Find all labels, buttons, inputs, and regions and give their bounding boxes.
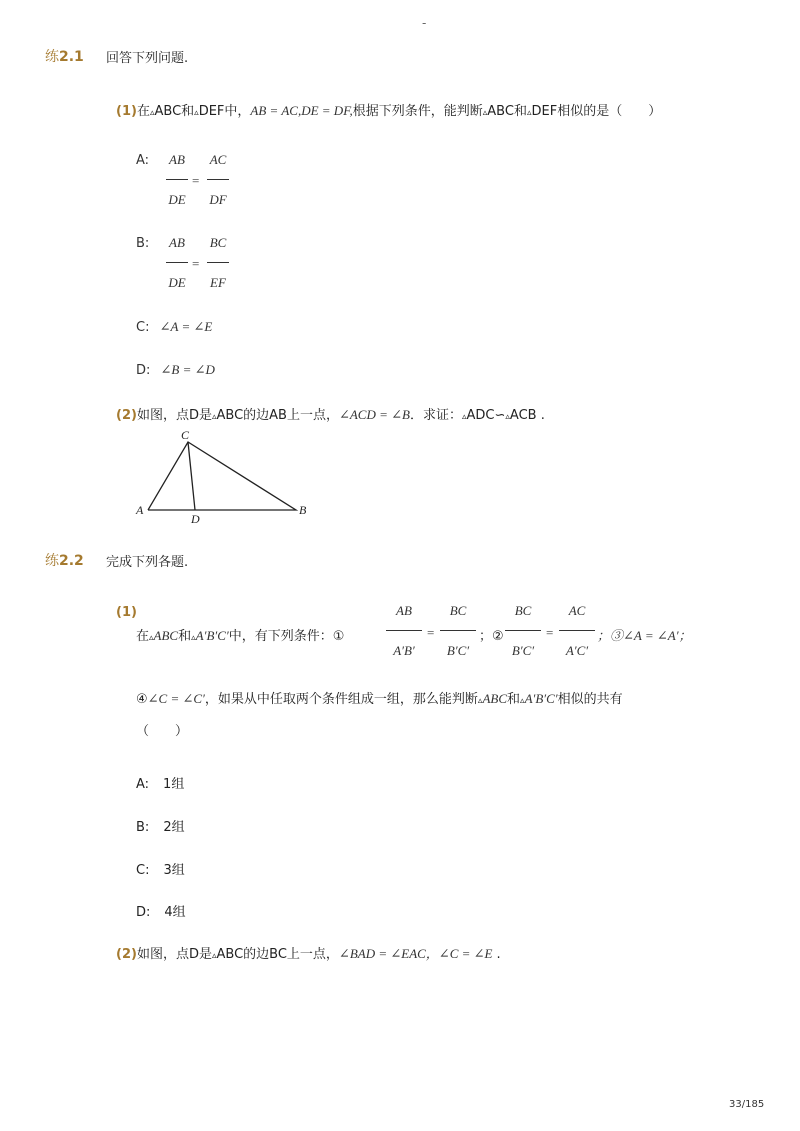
cond-1-fraction-1 [386, 603, 422, 658]
numerator: AB [169, 235, 185, 250]
q-text: 和 [181, 104, 195, 119]
option-letter: B: [136, 820, 150, 835]
q-text: 相似的共有 [557, 692, 623, 707]
triangle-icon: ▵ [149, 633, 154, 643]
option-c[interactable] [136, 859, 185, 878]
q-text: DEF [531, 104, 558, 119]
denominator: A′C′ [565, 643, 589, 658]
option-b-fraction-2 [207, 235, 229, 290]
denominator: DF [209, 192, 227, 207]
vertex-label-c: C [181, 428, 190, 442]
option-text: 3组 [163, 863, 185, 878]
numerator: AB [169, 152, 185, 167]
triangle-icon: ▵ [505, 412, 510, 422]
denominator: A′B′ [393, 643, 415, 658]
q-text: 中，有下列条件：① [228, 629, 345, 644]
fraction-bar [559, 630, 595, 631]
cond-2-fraction-1 [505, 603, 541, 658]
denominator: B′C′ [446, 643, 470, 658]
triangle-icon: ▵ [211, 951, 217, 961]
exercise-number: 2.2 [59, 553, 84, 569]
fraction-bar [505, 630, 541, 631]
option-a[interactable] [136, 773, 184, 792]
q-text: ABC的边AB上一点， [216, 408, 339, 423]
q-text: ④ [136, 692, 148, 707]
option-letter: C: [136, 863, 150, 878]
triangle-outline [148, 442, 296, 510]
option-d-expr: ∠B = ∠D [160, 362, 215, 377]
q-text: 如图，点D是 [136, 947, 212, 962]
option-c[interactable] [136, 319, 212, 335]
option-b-fraction-1 [166, 235, 188, 290]
q-text: ABC的边BC上一点， [216, 947, 339, 962]
vertex-label-d: D [191, 512, 200, 526]
cond-3: ；③∠A = ∠A′； [597, 628, 692, 643]
triangle-figure [128, 424, 318, 528]
vertex-label-b: B [299, 503, 307, 517]
question-2-2-2 [116, 943, 501, 962]
math-abc-prime: A′B′C′ [524, 691, 558, 706]
segment-cd [188, 442, 195, 510]
exercise-label-2-2 [45, 550, 84, 570]
denominator: B′C′ [511, 643, 535, 658]
option-text: 1组 [163, 777, 185, 792]
fraction-bar [207, 179, 229, 180]
q-text: . [496, 947, 501, 962]
equals-sign: = [427, 625, 435, 640]
triangle-icon: ▵ [194, 108, 199, 118]
option-c-expr: ∠A = ∠E [159, 319, 213, 334]
question-2-1-1 [116, 100, 661, 119]
option-d-letter: D: [136, 363, 151, 378]
cond-2-fraction-2 [559, 603, 595, 658]
numerator: AB [396, 603, 412, 618]
numerator: BC [209, 235, 227, 250]
q-text: DEF [198, 104, 225, 119]
math-abc: ABC [153, 628, 179, 643]
cond-1-fraction-2 [440, 603, 476, 658]
question-2-2-1-line1 [136, 625, 344, 644]
q-text: ．求证： [409, 408, 462, 423]
triangle-icon: ▵ [477, 696, 483, 706]
question-2-2-1-line2 [136, 688, 623, 707]
triangle-icon: ▵ [149, 108, 155, 118]
math-condition: ∠ACD = ∠B [338, 407, 410, 422]
option-a-letter[interactable]: A: [136, 153, 150, 168]
answer-paren: （ ） [136, 724, 189, 739]
fraction-bar [440, 630, 476, 631]
question-number: (1) [116, 104, 137, 119]
q-text: 和 [507, 692, 521, 707]
triangle-icon: ▵ [191, 633, 196, 643]
math-abc: ABC [482, 691, 508, 706]
fraction-bar [166, 179, 188, 180]
page-number: 33/185 [729, 1099, 765, 1110]
header-mark: - [422, 16, 427, 30]
cond-separator: ；② [479, 629, 504, 644]
equals-sign: = [192, 173, 200, 188]
question-number: (1) [116, 605, 137, 620]
option-b[interactable] [136, 816, 185, 835]
exercise-number: 2.1 [59, 49, 84, 65]
question-2-1-2 [116, 404, 545, 423]
exercise-title-2-1: 回答下列问题. [106, 51, 189, 66]
option-d[interactable] [136, 362, 215, 378]
option-text: 2组 [163, 820, 185, 835]
exercise-title-2-2: 完成下列各题. [106, 555, 189, 570]
exercise-prefix: 练 [45, 553, 59, 569]
triangle-icon: ▵ [482, 108, 488, 118]
exercise-prefix: 练 [45, 49, 59, 65]
denominator: DE [168, 275, 186, 290]
exercise-label-2-1 [45, 46, 84, 66]
q-text: ADC∽ [466, 408, 506, 423]
q-text: 根据下列条件，能判断 [352, 104, 483, 119]
option-c-letter: C: [136, 320, 150, 335]
fraction-bar [207, 262, 229, 263]
question-number: (2) [116, 408, 137, 423]
triangle-icon: ▵ [461, 412, 467, 422]
math-abc-prime: A′B′C′ [195, 628, 229, 643]
q-text: 和 [178, 629, 192, 644]
q-text: 相似的是（ ） [557, 104, 662, 119]
q-text: 在 [136, 629, 150, 644]
vertex-label-a: A [136, 503, 144, 517]
numerator: BC [449, 603, 467, 618]
equals-sign: = [192, 256, 200, 271]
math-condition: ∠BAD = ∠EAC，∠C = ∠E [338, 946, 493, 961]
triangle-icon: ▵ [520, 696, 525, 706]
q-text: ，如果从中任取两个条件组成一组，那么能判断 [204, 692, 478, 707]
q-text: 如图，点D是 [136, 408, 212, 423]
cond-4: ∠C = ∠C′ [147, 691, 205, 706]
triangle-icon: ▵ [211, 412, 217, 422]
numerator: AC [209, 152, 227, 167]
fraction-bar [386, 630, 422, 631]
triangle-icon: ▵ [526, 108, 532, 118]
option-d[interactable] [136, 901, 186, 920]
numerator: AC [568, 603, 586, 618]
option-text: 4组 [164, 905, 186, 920]
q-text: 和 [513, 104, 527, 119]
q-text: ABC [154, 104, 182, 119]
option-letter: A: [136, 777, 150, 792]
denominator: EF [210, 275, 226, 290]
option-a-fraction-2 [207, 152, 229, 207]
numerator: BC [514, 603, 532, 618]
option-b-letter[interactable]: B: [136, 236, 150, 251]
equals-sign: = [546, 625, 554, 640]
math-condition: AB = AC,DE = DF, [250, 103, 353, 118]
option-a-fraction-1 [166, 152, 188, 207]
fraction-bar [166, 262, 188, 263]
q-text: ACB . [509, 408, 545, 423]
q-text: 在 [136, 104, 150, 119]
q-text: ABC [487, 104, 514, 119]
option-letter: D: [136, 905, 151, 920]
denominator: DE [168, 192, 186, 207]
question-number: (2) [116, 947, 137, 962]
q-text: 中， [224, 104, 251, 119]
